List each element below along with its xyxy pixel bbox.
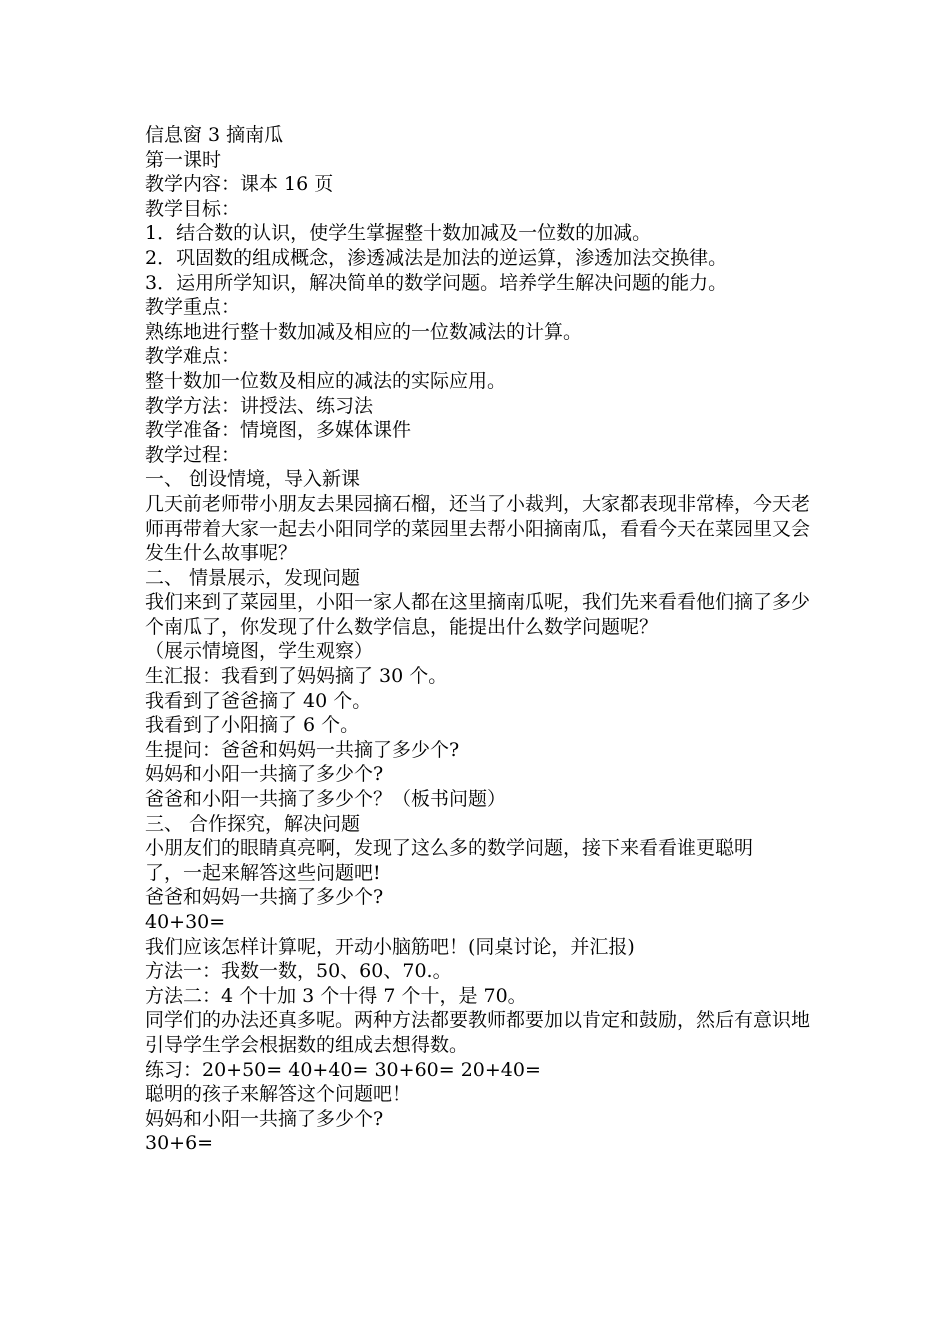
paragraph: 生汇报：我看到了妈妈摘了 30 个。 [145, 665, 448, 688]
paragraph: 生提问：爸爸和妈妈一共摘了多少个? [145, 738, 460, 761]
process-step-heading: 二、 情景展示，发现问题 [145, 566, 361, 589]
paragraph: 我们应该怎样计算呢，开动小脑筋吧！(同桌讨论，并汇报) [145, 935, 635, 958]
section-heading-objectives: 教学目标： [145, 197, 241, 220]
section-heading-difficulties: 教学难点： [145, 345, 241, 368]
document-body [145, 123, 815, 1156]
paragraph: 妈妈和小阳一共摘了多少个? [145, 763, 384, 786]
objective-item: 2．巩固数的组成概念，渗透减法是加法的逆运算，渗透加法交换律。 [145, 246, 728, 269]
paragraph: 了，一起来解答这些问题吧! [145, 861, 381, 884]
equation: 30+6= [145, 1132, 214, 1155]
objective-item: 1．结合数的认识，使学生掌握整十数加减及一位数的加减。 [145, 222, 652, 245]
practice-equations: 练习：20+50= 40+40= 30+60= 20+40= [145, 1058, 541, 1081]
paragraph: 我看到了爸爸摘了 40 个。 [145, 689, 372, 712]
document-title: 信息窗 3 摘南瓜 [145, 124, 284, 146]
lesson-period: 第一课时 [145, 148, 222, 171]
teaching-methods: 教学方法：讲授法、练习法 [145, 394, 374, 417]
section-heading-key-points: 教学重点： [145, 296, 241, 319]
process-step-heading: 三、 合作探究，解决问题 [145, 812, 361, 835]
paragraph: 整十数加一位数及相应的减法的实际应用。 [145, 369, 507, 392]
teaching-content: 教学内容：课本 16 页 [145, 173, 334, 196]
paragraph: 几天前老师带小朋友去果园摘石榴，还当了小裁判，大家都表现非常棒，今天老师再带着大家一起去小阳同学的菜园里去帮小阳摘南瓜，看看今天在菜园里又会发生什么故事呢？ [145, 492, 811, 565]
paragraph: 我看到了小阳摘了 6 个。 [145, 714, 360, 737]
paragraph: 同学们的办法还真多呢。两种方法都要教师都要加以肯定和鼓励，然后有意识地引导学生学会根据数的组成去想得数。 [145, 1009, 811, 1056]
paragraph: 方法一：我数一数，50、60、70.。 [145, 960, 452, 983]
process-step-heading: 一、 创设情境，导入新课 [145, 468, 361, 491]
paragraph: 方法二：4 个十加 3 个十得 7 个十，是 70。 [145, 984, 527, 1007]
objective-item: 3．运用所学知识，解决简单的数学问题。培养学生解决问题的能力。 [145, 271, 728, 294]
paragraph: （展示情境图，学生观察） [145, 640, 374, 663]
paragraph: 爸爸和小阳一共摘了多少个？（板书问题） [145, 788, 507, 811]
paragraph: 熟练地进行整十数加减及相应的一位数减法的计算。 [145, 320, 583, 343]
paragraph: 爸爸和妈妈一共摘了多少个? [145, 886, 384, 909]
equation: 40+30= [145, 911, 226, 933]
paragraph: 我们来到了菜园里，小阳一家人都在这里摘南瓜呢，我们先来看看他们摘了多少个南瓜了，你发现了什么数学信息，能提出什么数学问题呢？ [145, 591, 811, 638]
paragraph: 聪明的孩子来解答这个问题吧！ [145, 1083, 412, 1106]
paragraph: 小朋友们的眼睛真亮啊，发现了这么多的数学问题，接下来看看谁更聪明 [145, 837, 754, 860]
section-heading-process: 教学过程： [145, 443, 241, 466]
paragraph: 妈妈和小阳一共摘了多少个? [145, 1107, 384, 1130]
teaching-preparation: 教学准备：情境图，多媒体课件 [145, 419, 412, 442]
